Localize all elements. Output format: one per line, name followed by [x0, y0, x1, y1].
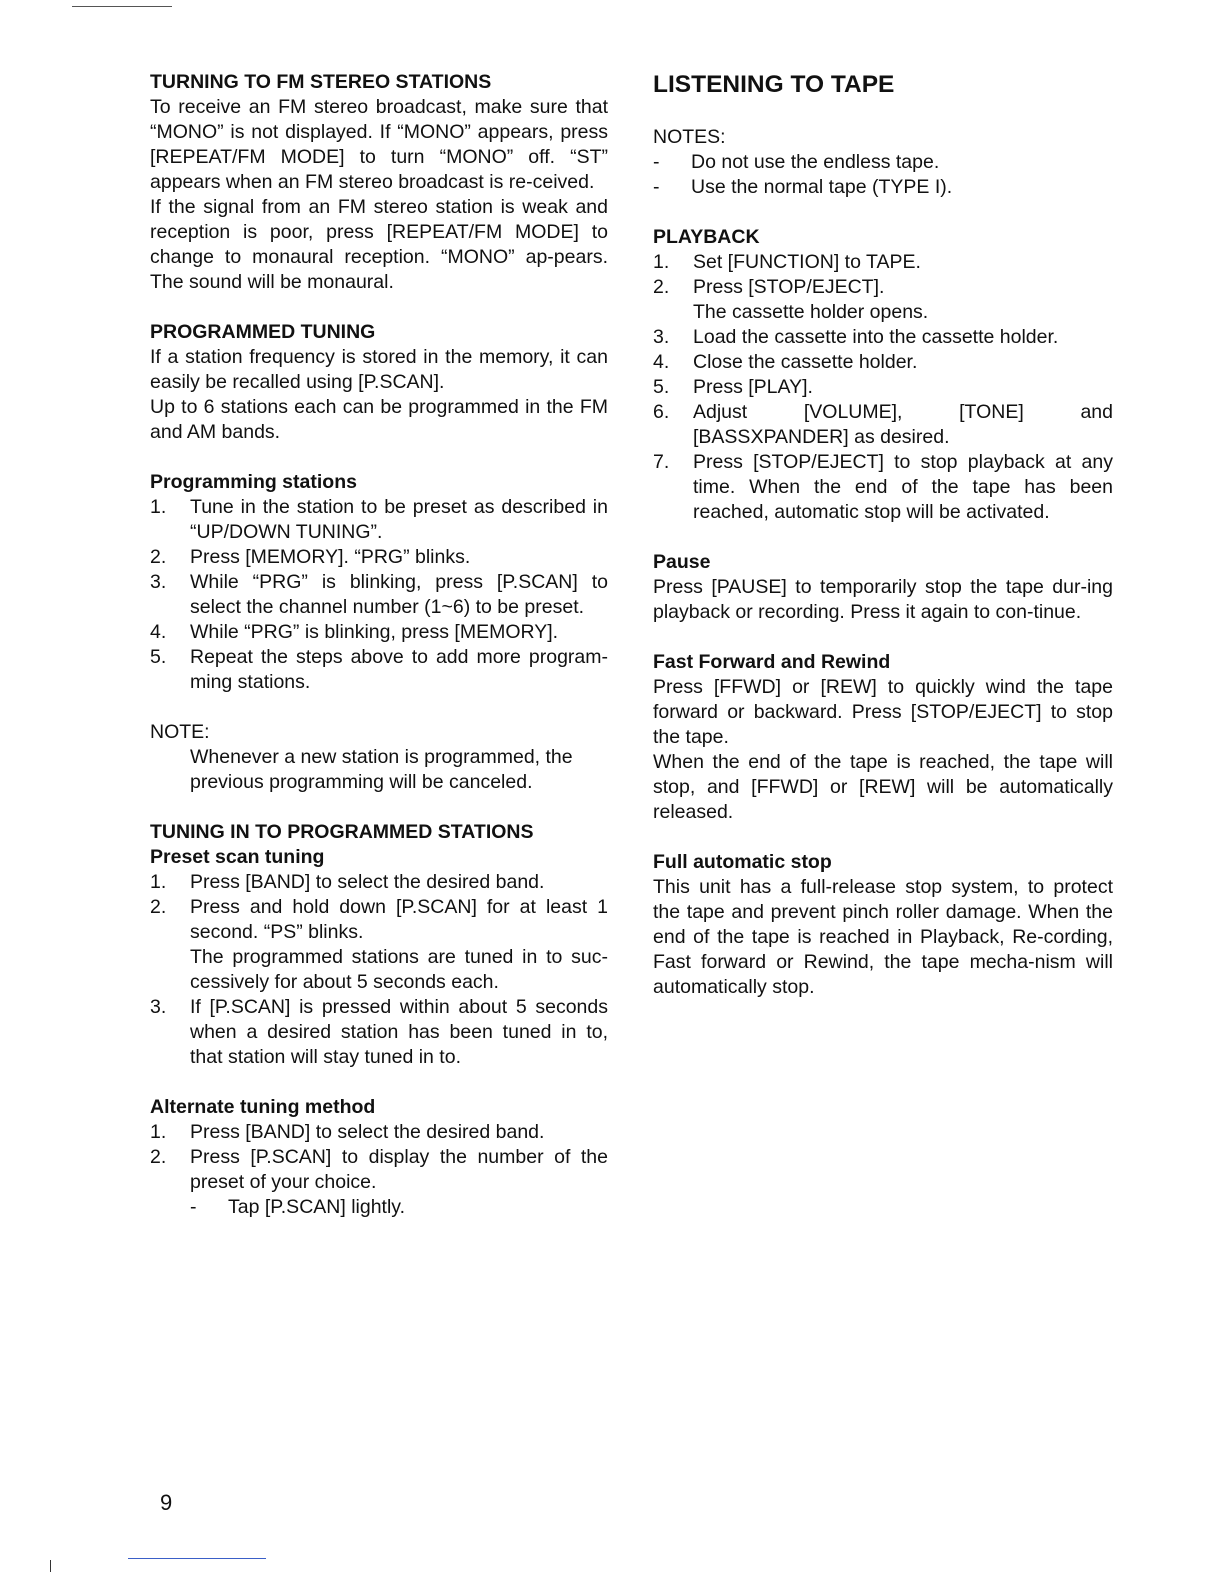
list-item: 1. Press [BAND] to select the desired band. — [150, 871, 545, 893]
programming-stations-heading: Programming stations — [150, 471, 357, 493]
list-item: 6. Adjust [VOLUME], [TONE] and [BASSXPANDER] as desired. — [653, 401, 1113, 448]
notes-item: - Do not use the endless tape. — [653, 151, 940, 173]
alternate-tuning-heading: Alternate tuning method — [150, 1096, 376, 1118]
pause-heading: Pause — [653, 551, 711, 573]
programming-stations-steps — [150, 495, 608, 695]
fm-stereo-paragraph-1: To receive an FM stereo broadcast, make sure that “MONO” is not displayed. If “MONO” appears, press [REPEAT/FM MODE] to turn “MONO” off. “ST” appears when an FM stereo broadcast is re-ceived. — [150, 96, 608, 193]
section-title: LISTENING TO TAPE — [653, 71, 895, 98]
programmed-tuning-heading: PROGRAMMED TUNING — [150, 321, 376, 343]
step-extra: The cassette holder opens. — [693, 301, 929, 323]
list-item: 3. If [P.SCAN] is pressed within about 5 seconds when a desired station has been tuned in to, that station will stay tuned in to. — [150, 996, 608, 1068]
list-item: 2. Press [MEMORY]. “PRG” blinks. — [150, 546, 471, 568]
alternate-bullet: - Tap [P.SCAN] lightly. — [190, 1196, 406, 1218]
fm-stereo-heading: TURNING TO FM STEREO STATIONS — [150, 71, 492, 93]
bottom-rule — [128, 1558, 266, 1559]
notes-item: - Use the normal tape (TYPE I). — [653, 176, 953, 198]
tuning-in-heading: TUNING IN TO PROGRAMMED STATIONS — [150, 821, 534, 843]
list-item: 4. While “PRG” is blinking, press [MEMORY]. — [150, 621, 559, 643]
programmed-tuning-paragraph-2: Up to 6 stations each can be programmed in the FM and AM bands. — [150, 396, 608, 443]
ffwd-heading: Fast Forward and Rewind — [653, 651, 891, 673]
programmed-tuning-paragraph-1: If a station frequency is stored in the memory, it can easily be recalled using [P.SCAN]. — [150, 346, 608, 393]
ffwd-paragraph-1: Press [FFWD] or [REW] to quickly wind the tape forward or backward. Press [STOP/EJECT] to stop the tape. — [653, 676, 1113, 748]
list-item: 1. Press [BAND] to select the desired band. — [150, 1121, 545, 1143]
top-rule — [72, 6, 172, 7]
list-item: 2. Press and hold down [P.SCAN] for at least 1 second. “PS” blinks. The programmed stations are tuned in to suc-cessively for about 5 seconds each. — [150, 896, 608, 993]
list-item: 3. While “PRG” is blinking, press [P.SCAN] to select the channel number (1~6) to be preset. — [150, 571, 608, 618]
notes-label: NOTES: — [653, 126, 726, 148]
list-item: 2. Press [STOP/EJECT]. The cassette holder opens. — [653, 276, 929, 323]
pause-text: Press [PAUSE] to temporarily stop the tape dur-ing playback or recording. Press it again to con-tinue. — [653, 576, 1113, 623]
playback-heading: PLAYBACK — [653, 226, 760, 248]
left-column — [150, 70, 608, 1220]
preset-scan-steps — [150, 870, 608, 1070]
margin-mark — [50, 1560, 51, 1572]
step-extra: The programmed stations are tuned in to suc-cessively for about 5 seconds each. — [190, 946, 608, 993]
note-label: NOTE: — [150, 721, 210, 743]
list-item: 1. Tune in the station to be preset as described in “UP/DOWN TUNING”. — [150, 496, 608, 543]
list-item: 1. Set [FUNCTION] to TAPE. — [653, 251, 921, 273]
list-item: 7. Press [STOP/EJECT] to stop playback at any time. When the end of the tape has been reached, automatic stop will be activated. — [653, 451, 1113, 523]
playback-steps — [653, 250, 1113, 525]
note-text: Whenever a new station is programmed, the previous programming will be canceled. — [190, 746, 573, 793]
page-number: 9 — [160, 1490, 173, 1515]
list-item: 5. Repeat the steps above to add more program-ming stations. — [150, 646, 608, 693]
list-item: 4. Close the cassette holder. — [653, 351, 918, 373]
list-item: 5. Press [PLAY]. — [653, 376, 813, 398]
alternate-tuning-steps — [150, 1120, 608, 1195]
ffwd-paragraph-2: When the end of the tape is reached, the tape will stop, and [FFWD] or [REW] will be automatically released. — [653, 751, 1113, 823]
fm-stereo-paragraph-2: If the signal from an FM stereo station is weak and reception is poor, press [REPEAT/FM MODE] to change to monaural reception. “MONO” ap-pears. The sound will be monaural. — [150, 196, 608, 293]
preset-scan-heading: Preset scan tuning — [150, 846, 325, 868]
right-column — [653, 70, 1113, 1000]
auto-stop-text: This unit has a full-release stop system, to protect the tape and prevent pinch roller damage. When the end of the tape is reached in Playback, Re-cording, Fast forward or Rewind, the tape mecha-nism will automatically stop. — [653, 876, 1113, 998]
list-item: 2. Press [P.SCAN] to display the number of the preset of your choice. — [150, 1146, 608, 1193]
auto-stop-heading: Full automatic stop — [653, 851, 832, 873]
list-item: 3. Load the cassette into the cassette holder. — [653, 326, 1059, 348]
